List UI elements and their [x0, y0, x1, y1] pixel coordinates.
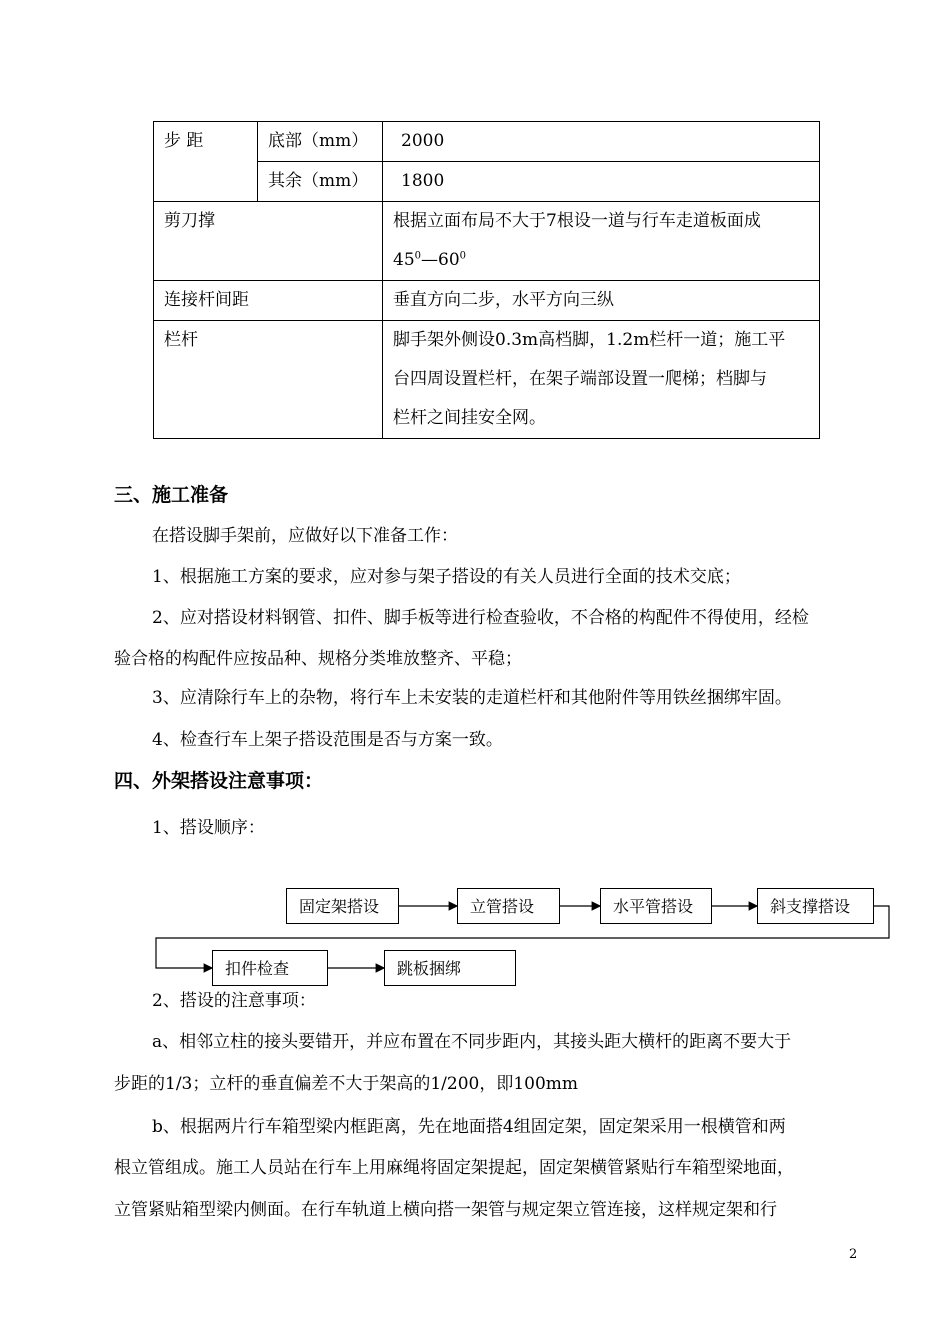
- note-b-line3: 立管紧贴箱型梁内侧面。在行车轨道上横向搭一架管与规定架立管连接，这样规定架和行: [114, 1200, 777, 1220]
- section3-item2b: 验合格的构配件应按品种、规格分类堆放整齐、平稳；: [114, 649, 522, 669]
- flow-step-board-binding: 跳板捆绑: [384, 950, 516, 986]
- row-step-rest-label: 其余（mm）: [258, 162, 383, 202]
- note-a-line1: a、相邻立柱的接头要错开，并应布置在不同步距内，其接头距大横杆的距离不要大于: [152, 1032, 792, 1052]
- section4-sub1: 1、搭设顺序：: [152, 818, 265, 838]
- section3-item2a: 2、应对搭设材料钢管、扣件、脚手板等进行检查验收，不合格的构配件不得使用，经检: [152, 608, 809, 628]
- flow-step-horizontal: 水平管搭设: [600, 888, 712, 924]
- note-b-line1: b、根据两片行车箱型梁内框距离，先在地面搭4组固定架，固定架采用一根横管和两: [152, 1117, 786, 1137]
- section3-item3: 3、应清除行车上的杂物，将行车上未安装的走道栏杆和其他附件等用铁丝捆绑牢固。: [152, 688, 792, 708]
- note-a-line2: 步距的1/3；立杆的垂直偏差不大于架高的1/200，即100mm: [114, 1074, 579, 1094]
- flow-step-fastener-check: 扣件检查: [212, 950, 328, 986]
- flow-step-diagonal: 斜支撑搭设: [757, 888, 874, 924]
- row-railing-line3: 栏杆之间挂安全网。: [393, 408, 546, 428]
- row-step-bottom-label: 底部（mm）: [258, 122, 383, 162]
- row-tie-value: 垂直方向二步，水平方向三纵: [383, 281, 820, 321]
- row-step-bottom-value: 2000: [383, 122, 820, 162]
- section3-item1: 1、根据施工方案的要求，应对参与架子搭设的有关人员进行全面的技术交底；: [152, 567, 741, 587]
- section3-item4: 4、检查行车上架子搭设范围是否与方案一致。: [152, 730, 503, 750]
- row-step-rest-value: 1800: [383, 162, 820, 202]
- row-railing-line1: 脚手架外侧设0.3m高档脚，1.2m栏杆一道；施工平: [393, 330, 786, 350]
- row-tie-label: 连接杆间距: [154, 281, 383, 321]
- page-number: 2: [849, 1247, 858, 1262]
- row-railing-label: 栏杆: [154, 321, 383, 439]
- note-b-line2: 根立管组成。施工人员站在行车上用麻绳将固定架提起，固定架横管紧贴行车箱型梁地面，: [114, 1158, 794, 1178]
- row-railing-line2: 台四周设置栏杆，在架子端部设置一爬梯；档脚与: [393, 369, 767, 389]
- section3-intro: 在搭设脚手架前，应做好以下准备工作：: [152, 526, 458, 546]
- section4-sub2: 2、搭设的注意事项：: [152, 991, 316, 1011]
- section4-heading: 四、外架搭设注意事项：: [114, 770, 324, 792]
- flow-step-fixed-frame: 固定架搭设: [286, 888, 399, 924]
- row-scissor-label: 剪刀撑: [154, 202, 383, 281]
- row-scissor-line1: 根据立面布局不大于7根设一道与行车走道板面成: [393, 211, 761, 231]
- section3-heading: 三、施工准备: [114, 484, 229, 506]
- row-scissor-line2: $45^0—60^0$: [393, 250, 467, 270]
- row-step-label: 步 距: [154, 122, 258, 202]
- flow-step-upright: 立管搭设: [457, 888, 560, 924]
